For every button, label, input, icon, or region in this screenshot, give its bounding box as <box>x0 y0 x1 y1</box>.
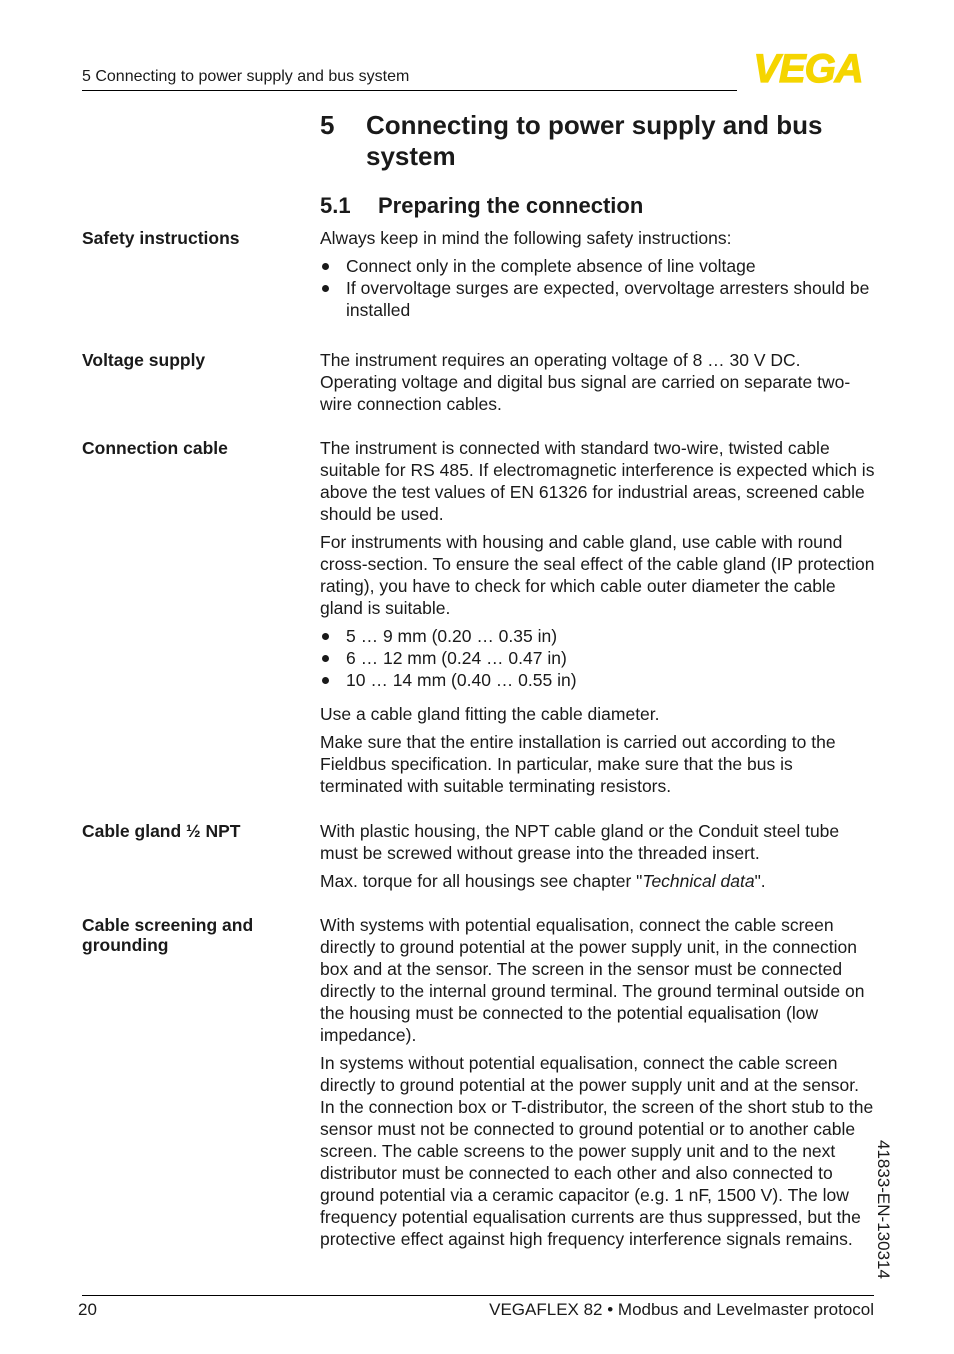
vega-logo-icon <box>742 50 874 86</box>
vega-logo <box>742 50 874 86</box>
cable-p2: For instruments with housing and cable gland, use cable with round cross-section. To ensure the seal effect of the cable gland (IP protection rating), you have to check for which cable outer diameter the cable gland is suitable. <box>320 532 875 618</box>
safety-block <box>320 227 876 327</box>
list-item: Connect only in the complete absence of line voltage <box>320 255 876 277</box>
cable-p4: Make sure that the entire installation is carried out according to the Fieldbus specification. In particular, make sure that the bus is terminated with suitable terminating resistors. <box>320 732 836 796</box>
document-id: 41833-EN-130314 <box>874 1140 893 1279</box>
section-number: 5.1 <box>320 193 351 218</box>
cable-p1: The instrument is connected with standard two-wire, twisted cable suitable for RS 485. If electromagnetic interference is expected which is above the test values of EN 61326 for industrial areas, screened cable should be used. <box>320 438 875 524</box>
side-label-screening: Cable screening and grounding <box>82 915 254 955</box>
svg-text:VEGA: VEGA <box>753 50 863 86</box>
gland-p1: With plastic housing, the NPT cable gland or the Conduit steel tube must be screwed without grease into the threaded insert. <box>320 821 840 863</box>
running-header: 5 Connecting to power supply and bus system <box>82 68 410 85</box>
section-title <box>320 193 643 219</box>
list-item: 6 … 12 mm (0.24 … 0.47 in) <box>320 647 876 669</box>
list-item: 5 … 9 mm (0.20 … 0.35 in) <box>320 625 876 647</box>
chapter-title-text: Connecting to power supply and bus system <box>366 110 823 171</box>
cable-p3: Use a cable gland fitting the cable diameter. <box>320 704 660 724</box>
gland-block <box>320 820 876 898</box>
screening-p1: With systems with potential equalisation, connect the cable screen directly to ground potential at the power supply unit, in the connection box and at the sensor. The screen in the sensor must be connected directly to the internal ground terminal. The ground terminal outside on the housing must be connected to the potential equalisation (low impedance). <box>320 915 865 1045</box>
section-title-text: Preparing the connection <box>378 193 644 218</box>
cable-diameter-list <box>320 625 876 691</box>
side-label-gland: Cable gland ½ NPT <box>82 821 241 841</box>
voltage-text: The instrument requires an operating voltage of 8 … 30 V DC. Operating voltage and digital bus signal are carried on separate two-wire connection cables. <box>320 350 851 414</box>
safety-list <box>320 255 876 321</box>
voltage-block <box>320 349 876 421</box>
side-label-voltage: Voltage supply <box>82 350 206 370</box>
cable-block <box>320 437 876 803</box>
gland-p2: Max. torque for all housings see chapter "Technical data". <box>320 871 766 891</box>
chapter-title <box>320 110 880 172</box>
page-number: 20 <box>78 1300 97 1319</box>
safety-intro: Always keep in mind the following safety instructions: <box>320 228 732 248</box>
header-rule <box>82 90 737 91</box>
chapter-reference: Technical data <box>642 871 755 891</box>
side-label-cable: Connection cable <box>82 438 228 458</box>
list-item: If overvoltage surges are expected, overvoltage arresters should be installed <box>320 277 876 321</box>
footer-rule <box>82 1295 874 1296</box>
screening-p2: In systems without potential equalisation, connect the cable screen directly to ground potential at the power supply unit and at the sensor. In the connection box or T-distributor, the screen of the short stub to the sensor must not be connected to ground potential or to another cable screen. The cable screens to the power supply unit and to the next distributor must be connected to each other and also connected to ground potential via a ceramic capacitor (e.g. 1 nF, 1500 V). The low frequency potential equalisation currents are thus suppressed, but the protective effect against high frequency interference signals remains. <box>320 1053 874 1249</box>
list-item: 10 … 14 mm (0.40 … 0.55 in) <box>320 669 876 691</box>
side-label-safety: Safety instructions <box>82 228 240 248</box>
screening-block <box>320 914 876 1256</box>
chapter-number: 5 <box>320 110 335 140</box>
footer-doc-title: VEGAFLEX 82 • Modbus and Levelmaster protocol <box>489 1300 874 1319</box>
